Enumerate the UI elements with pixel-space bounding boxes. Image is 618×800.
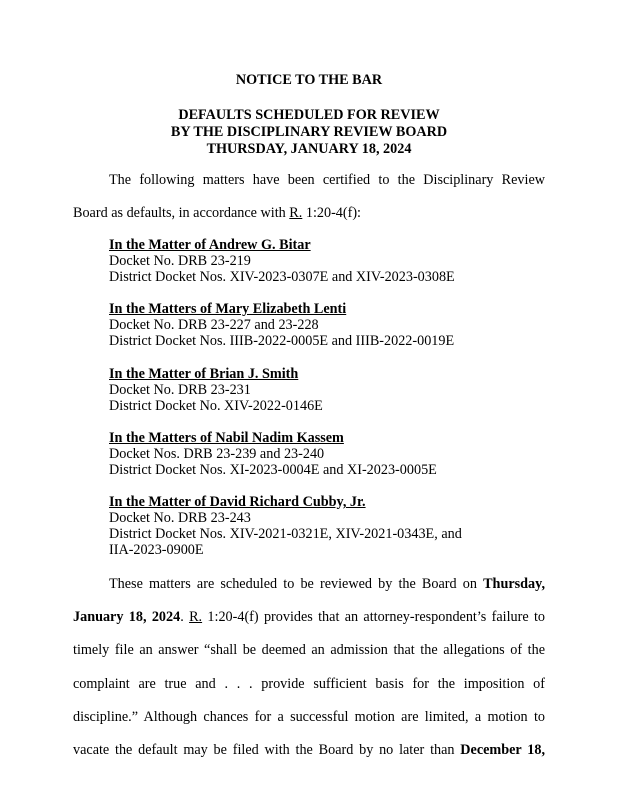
body-line-6 — [73, 742, 545, 759]
body-line-5 — [73, 709, 545, 726]
intro-text-2b: 1:20-4(f): — [302, 205, 362, 221]
subtitle-line-1: DEFAULTS SCHEDULED FOR REVIEW — [178, 107, 440, 123]
hearing-date: January 18, 2024 — [73, 609, 181, 625]
body-text-2b: 1:20-4(f) provides that an attorney-respondent’s failure to — [202, 609, 546, 625]
notice-title: NOTICE TO THE BAR — [235, 72, 383, 88]
matter-entry — [109, 494, 549, 558]
body-text-1: These matters are scheduled to be reviewed by the Board on — [109, 576, 484, 592]
intro-text-2a: Board as defaults, in accordance with — [73, 205, 290, 221]
district-docket: District Docket No. XIV-2022-0146E — [109, 398, 323, 414]
body-text-4: complaint are true and . . . provide sufficient basis for the imposition of — [73, 676, 545, 692]
hearing-date-title: THURSDAY, JANUARY 18, 2024 — [206, 141, 412, 157]
matter-name: In the Matter of David Richard Cubby, Jr. — [109, 494, 366, 510]
district-docket: District Docket Nos. XIV-2023-0307E and XIV-2023-0308E — [109, 269, 455, 285]
motion-deadline: December 18, — [460, 742, 545, 758]
matter-name: In the Matter of Andrew G. Bitar — [109, 237, 311, 253]
body-line-1 — [73, 576, 545, 593]
docket-number: Docket No. DRB 23-227 and 23-228 — [109, 317, 319, 333]
matter-name: In the Matter of Brian J. Smith — [109, 366, 299, 382]
district-docket-continued: IIA-2023-0900E — [109, 542, 204, 558]
matter-name: In the Matters of Mary Elizabeth Lenti — [109, 301, 347, 317]
matter-entry — [109, 430, 549, 478]
intro-text-1: The following matters have been certified to the Disciplinary Review — [109, 172, 545, 188]
district-docket: District Docket Nos. XI-2023-0004E and XI-2023-0005E — [109, 462, 437, 478]
district-docket: District Docket Nos. IIIB-2022-0005E and IIIB-2022-0019E — [109, 333, 455, 349]
rule-reference: R. — [189, 609, 203, 625]
body-text-2a: . — [180, 609, 190, 625]
intro-line-2 — [73, 205, 545, 222]
body-line-3 — [73, 642, 545, 659]
matter-name: In the Matters of Nabil Nadim Kassem — [109, 430, 344, 446]
hearing-day: Thursday, — [483, 576, 545, 592]
body-line-4 — [73, 676, 545, 693]
matter-entry — [109, 301, 549, 349]
docket-number: Docket No. DRB 23-231 — [109, 382, 251, 398]
body-text-6: vacate the default may be filed with the Board by no later than — [73, 742, 461, 758]
district-docket: District Docket Nos. XIV-2021-0321E, XIV-2021-0343E, and — [109, 526, 462, 542]
body-text-3: timely file an answer “shall be deemed an admission that the allegations of the — [73, 642, 545, 658]
matter-entry — [109, 366, 549, 414]
matter-entry — [109, 237, 549, 285]
body-line-2 — [73, 609, 545, 626]
docket-number: Docket No. DRB 23-243 — [109, 510, 251, 526]
docket-number: Docket Nos. DRB 23-239 and 23-240 — [109, 446, 325, 462]
body-text-5: discipline.” Although chances for a successful motion are limited, a motion to — [73, 709, 545, 725]
intro-line-1 — [73, 172, 545, 189]
rule-reference: R. — [289, 205, 303, 221]
subtitle-line-2: BY THE DISCIPLINARY REVIEW BOARD — [170, 124, 448, 140]
docket-number: Docket No. DRB 23-219 — [109, 253, 251, 269]
